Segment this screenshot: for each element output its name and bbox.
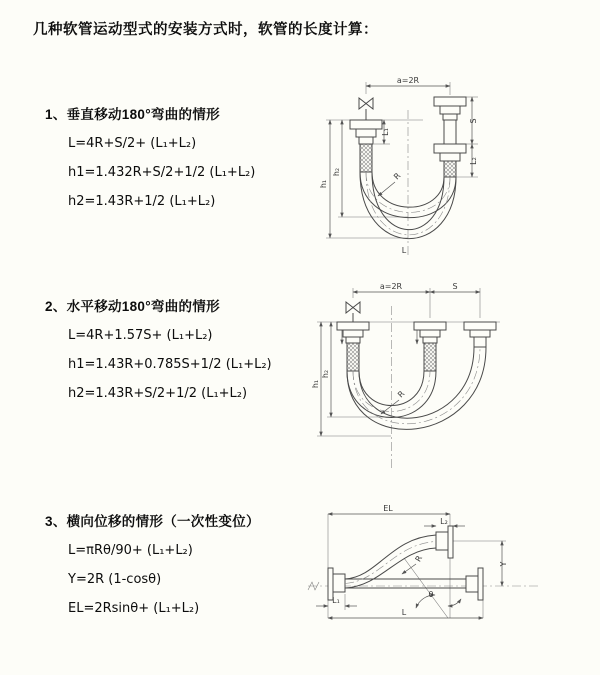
dim-label-s: S (452, 282, 458, 291)
section-heading: 1、垂直移动180°弯曲的情形 (45, 107, 220, 122)
top-flange-displaced (436, 526, 453, 558)
dim-label-l1: L₁ (381, 128, 390, 136)
formula-h1: h1=1.43R+0.785S+1/2 (L₁+L₂) (68, 357, 272, 372)
formula-length: L=4R+1.57S+ (L₁+L₂) (68, 328, 213, 343)
left-pipe-fitting (337, 322, 369, 371)
dimension-lines (317, 288, 480, 436)
vertical-bend-diagram (298, 72, 590, 264)
dim-label-theta: θ (428, 590, 434, 599)
hose-curves (347, 347, 486, 429)
dim-label-r: R (396, 389, 407, 400)
dim-label-a2r: a=2R (396, 76, 420, 85)
left-pipe-fitting (350, 120, 382, 172)
dim-label-l1: L₁ (332, 596, 340, 605)
dim-label-h1: h₁ (311, 379, 320, 389)
dim-label-r: R (413, 554, 425, 564)
formula-h2: h2=1.43R+1/2 (L₁+L₂) (68, 194, 216, 209)
lateral-displacement-diagram (298, 498, 590, 650)
valve-icon (346, 302, 360, 322)
right-flange-original (466, 568, 483, 600)
middle-pipe-fitting (414, 322, 446, 371)
section-horizontal-movement (45, 295, 305, 402)
valve-icon (359, 98, 373, 120)
formula-h1: h1=1.432R+S/2+1/2 (L₁+L₂) (68, 165, 256, 180)
formula-h2: h2=1.43R+S/2+1/2 (L₁+L₂) (68, 386, 248, 401)
dim-label-s: S (469, 118, 478, 124)
dim-label-h2: h₂ (332, 167, 341, 177)
section-lateral-displacement (45, 510, 305, 617)
dim-label-l2: L₂ (469, 157, 478, 165)
dim-label-a2r: a=2R (379, 282, 403, 291)
horizontal-bend-diagram (295, 278, 592, 475)
right-pipe-fitting (464, 322, 496, 347)
section-vertical-movement (45, 103, 305, 210)
page-title: 几种软管运动型式的安装方式时，软管的长度计算： (33, 22, 378, 38)
dim-label-l: L (401, 246, 407, 255)
dim-label-h2: h₂ (321, 369, 330, 379)
formula-length: L=πRθ/90+ (L₁+L₂) (68, 543, 193, 558)
formula-el: EL=2Rsinθ+ (L₁+L₂) (68, 601, 200, 616)
dimension-lines (316, 514, 502, 618)
dim-label-el: EL (383, 504, 393, 513)
section-heading: 2、水平移动180°弯曲的情形 (45, 299, 220, 314)
formula-length: L=4R+S/2+ (L₁+L₂) (68, 136, 197, 151)
dim-label-l2: L₂ (440, 517, 448, 526)
dim-label-l: L (401, 608, 407, 617)
section-heading: 3、横向位移的情形（一次性变位） (45, 514, 260, 529)
right-pipe-fitting (434, 97, 466, 177)
dim-label-y: Y (499, 561, 508, 567)
dim-label-h1: h₁ (319, 179, 328, 189)
formula-y: Y=2R (1-cosθ) (68, 572, 162, 587)
dim-label-r: R (392, 171, 403, 182)
